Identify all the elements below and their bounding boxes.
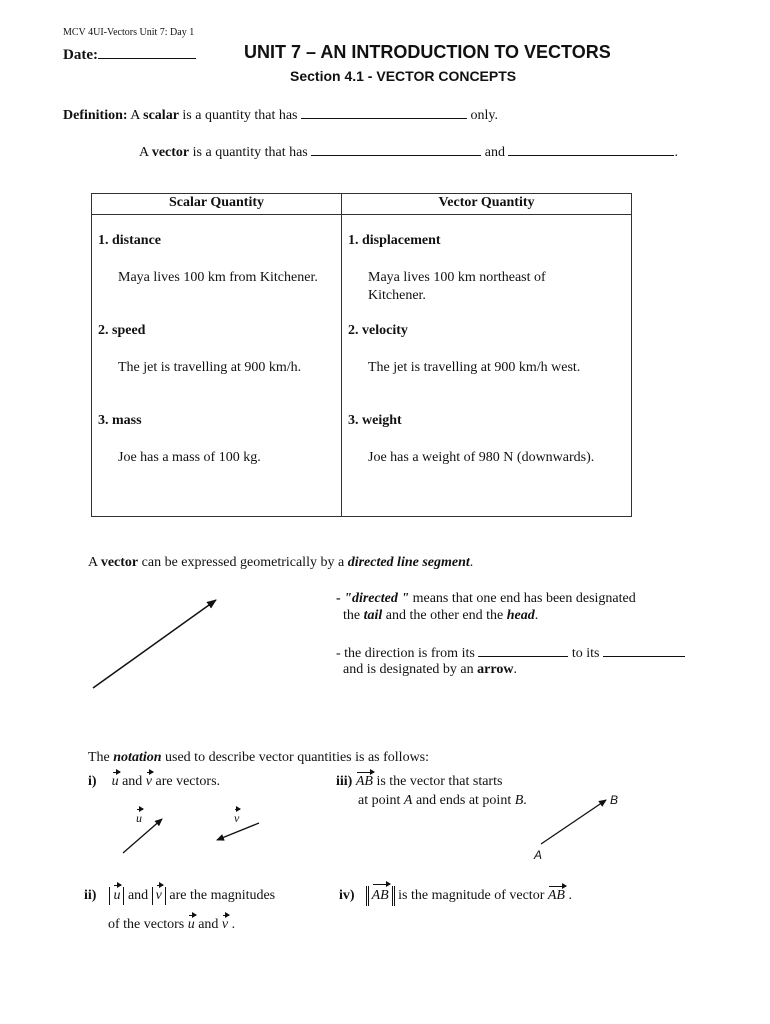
u-symbol: u [113,888,121,903]
u-arrow [123,819,162,853]
v-arrow [217,823,259,840]
date-field [63,46,196,64]
notation-ii-line2: of the vectors u and v . [108,917,236,932]
text: to its [571,646,600,661]
scalar-blank [301,106,467,119]
text: . [513,662,517,677]
item-example: The jet is travelling at 900 km/h. [118,360,302,375]
item-term: 2. speed [98,323,146,338]
text: and [122,774,143,789]
text: are vectors. [155,774,221,789]
ab-vector-symbol: AB [355,774,373,789]
ab-vector-symbol: AB [547,888,565,903]
text: A [88,555,98,570]
text: A [130,108,140,123]
directed-note [336,591,636,607]
text: are the magnitudes [169,888,276,903]
course-code: MCV 4UI-Vectors Unit 7: Day 1 [63,27,195,38]
item-example: Joe has a weight of 980 N (downwards). [368,450,595,465]
ab-arrow [541,800,606,844]
u-symbol: u [111,774,119,789]
item-example: Maya lives 100 km northeast of Kitchener. [368,270,546,303]
text: and the other end the [385,608,504,623]
text: and [484,145,505,160]
item-label: iii) [336,774,353,789]
scalar-word: scalar [143,108,179,123]
vector-word: vector [151,145,190,160]
u-v-diagram [115,815,265,860]
quantity-table [91,193,632,517]
u-magnitude [109,887,124,905]
text: means that one end has been designated [412,591,636,606]
text: is the magnitude of vector [398,888,545,903]
text: - [336,591,345,606]
vector-definition [139,143,678,161]
item-example: Maya lives 100 km from Kitchener. [118,270,318,285]
point-b-text: B [514,793,524,808]
item-term: 1. distance [98,233,161,248]
page-title: UNIT 7 – AN INTRODUCTION TO VECTORS [244,42,611,62]
text: . [674,145,678,160]
definition-label: Definition: [63,108,128,123]
date-label: Date: [63,47,98,63]
text: used to describe vector quantities is as follows: [165,750,430,765]
item-term: 2. velocity [348,323,408,338]
notation-intro [88,750,429,766]
ab-magnitude [366,886,395,906]
item-term: 3. weight [348,413,402,428]
point-b-label: B [610,793,619,807]
v-symbol: v [234,811,240,825]
text: . [534,608,539,623]
text: only. [470,108,498,123]
text: at point [358,793,401,808]
v-symbol: v [155,888,162,903]
text: - the direction is from its [336,646,475,661]
text: is the vector that starts [376,774,503,789]
arrow-note [343,662,517,678]
item-term: 3. mass [98,413,142,428]
arrow-term: arrow [477,662,514,677]
item-example: Joe has a mass of 100 kg. [118,450,261,465]
notation-iii-line2: at point A and ends at point B. [358,793,527,808]
ab-vector-symbol: AB [372,886,389,906]
text: and [127,888,149,903]
v-symbol: v [221,917,229,932]
tail-blank [478,644,568,657]
vector-item [348,233,631,323]
tail-term: tail [363,608,383,623]
text: is a quantity that has [192,145,308,160]
text: the [343,608,361,623]
vector-arrow [93,600,216,688]
text: and is designated by an [343,662,474,677]
date-blank [98,46,196,59]
scalar-item [98,413,341,503]
text: can be expressed geometrically by a [141,555,345,570]
scalar-header: Scalar Quantity [92,194,342,215]
vector-item [348,323,631,413]
directed-term: "directed " [344,591,410,606]
notation-iv: iv) AB is the magnitude of vector AB . [339,886,572,906]
direction-note [336,644,685,662]
scalar-definition [63,106,498,124]
text: The [88,750,110,765]
item-label: i) [88,774,97,789]
directed-line-segment-term: directed line segment [347,555,470,570]
point-a-label: A [534,848,543,862]
vector-blank-1 [311,143,481,156]
text: and ends at point [415,793,512,808]
scalar-column [92,215,342,517]
vector-word: vector [100,555,139,570]
point-a-text: A [403,793,413,808]
item-label: iv) [339,888,355,903]
item-term: 1. displacement [348,233,441,248]
v-magnitude [152,887,166,905]
item-label: ii) [84,888,97,903]
item-example: The jet is travelling at 900 km/h west. [368,360,581,375]
head-term: head [506,608,535,623]
vector-blank-2 [508,143,674,156]
notation-ii [84,887,275,905]
text: and [198,917,219,932]
directed-segment-diagram [85,592,225,692]
notation-term: notation [113,750,162,765]
head-blank [603,644,685,657]
section-subtitle: Section 4.1 - VECTOR CONCEPTS [290,68,517,84]
v-symbol: v [145,774,152,789]
geometric-intro [88,555,473,571]
u-symbol: u [187,917,195,932]
vector-item [348,413,631,503]
text: of the vectors [108,917,185,932]
vector-column [342,215,632,517]
notation-iii [336,774,502,790]
text: . [469,555,474,570]
notation-i [88,774,220,790]
text: is a quantity that has [182,108,298,123]
tail-head-note [343,608,538,624]
text: A [139,145,149,160]
scalar-item [98,323,341,413]
u-symbol: u [136,811,142,825]
vector-header: Vector Quantity [342,194,632,215]
scalar-item [98,233,341,323]
